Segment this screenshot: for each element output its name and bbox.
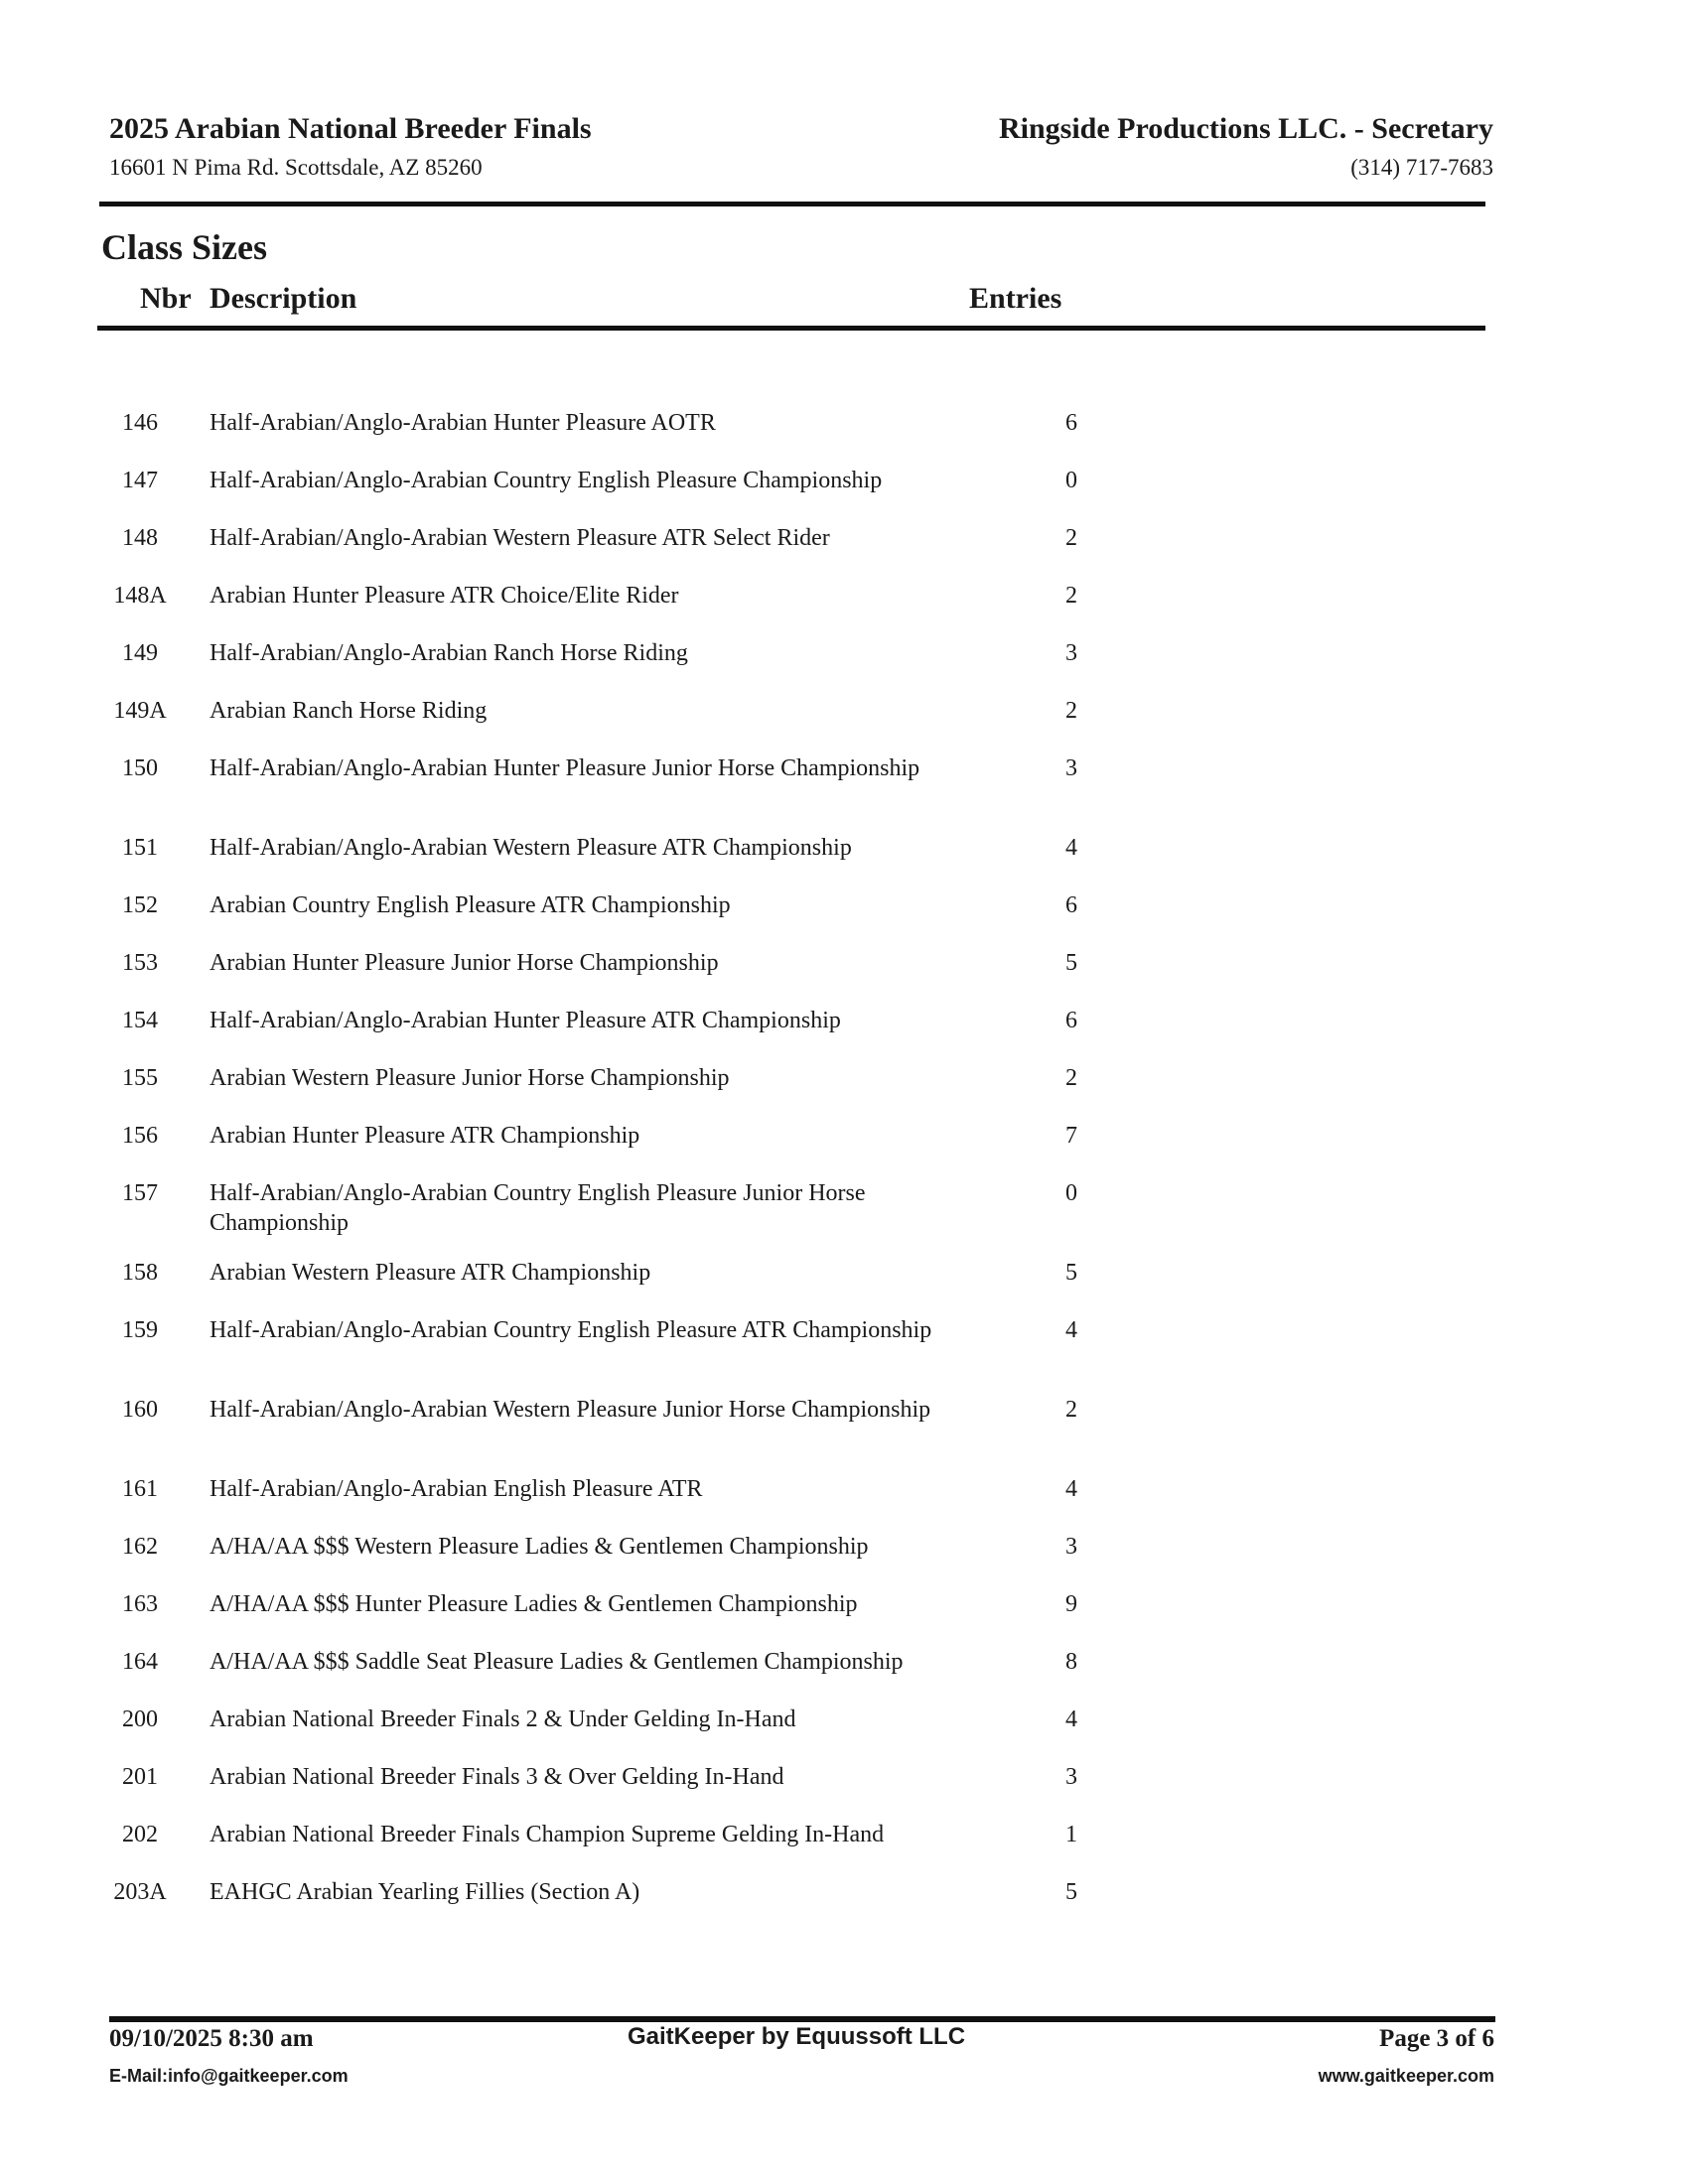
- class-number: 158: [122, 1260, 158, 1286]
- class-number: 151: [122, 835, 158, 861]
- class-entries: 6: [1065, 1008, 1077, 1033]
- class-entries: 5: [1065, 950, 1077, 976]
- class-description: Half-Arabian/Anglo-Arabian Hunter Pleasure AOTR: [210, 410, 716, 436]
- print-datetime: 09/10/2025 8:30 am: [109, 2025, 314, 2052]
- column-header-entries: Entries: [969, 282, 1062, 315]
- class-entries: 6: [1065, 410, 1077, 436]
- class-description: Arabian National Breeder Finals 2 & Under Gelding In-Hand: [210, 1706, 796, 1732]
- class-description: Half-Arabian/Anglo-Arabian Western Pleasure ATR Championship: [210, 835, 852, 861]
- class-number: 148: [122, 525, 158, 551]
- class-description: EAHGC Arabian Yearling Fillies (Section A): [210, 1879, 640, 1905]
- class-entries: 0: [1065, 1180, 1077, 1206]
- secretary-name: Ringside Productions LLC. - Secretary: [998, 112, 1493, 145]
- class-entries: 3: [1065, 755, 1077, 781]
- header-divider: [99, 202, 1485, 206]
- section-title: Class Sizes: [101, 227, 268, 267]
- class-description: Arabian Ranch Horse Riding: [210, 698, 488, 724]
- class-entries: 5: [1065, 1879, 1077, 1905]
- class-description: Arabian Western Pleasure Junior Horse Championship: [210, 1065, 730, 1091]
- class-entries: 2: [1065, 698, 1077, 724]
- class-entries: 2: [1065, 1065, 1077, 1091]
- class-entries: 1: [1065, 1822, 1077, 1847]
- class-description: Half-Arabian/Anglo-Arabian English Pleasure ATR: [210, 1476, 703, 1502]
- class-entries: 3: [1065, 1764, 1077, 1790]
- show-title: 2025 Arabian National Breeder Finals: [109, 112, 592, 145]
- class-number: 202: [122, 1822, 158, 1847]
- class-number: 154: [122, 1008, 158, 1033]
- class-number: 152: [122, 892, 158, 918]
- class-entries: 5: [1065, 1260, 1077, 1286]
- class-number: 149A: [113, 698, 167, 724]
- website-link: www.gaitkeeper.com: [1318, 2066, 1494, 2086]
- class-description: Half-Arabian/Anglo-Arabian Ranch Horse Riding: [210, 640, 688, 666]
- class-number: 155: [122, 1065, 158, 1091]
- class-number: 150: [122, 755, 158, 781]
- software-credit: GaitKeeper by Equussoft LLC: [628, 2023, 966, 2050]
- class-description: Arabian Hunter Pleasure ATR Choice/Elite Rider: [210, 583, 679, 609]
- class-number: 153: [122, 950, 158, 976]
- class-description: A/HA/AA $$$ Saddle Seat Pleasure Ladies & Gentlemen Championship: [210, 1649, 904, 1675]
- class-description: A/HA/AA $$$ Hunter Pleasure Ladies & Gentlemen Championship: [210, 1591, 858, 1617]
- class-description: Half-Arabian/Anglo-Arabian Hunter Pleasure Junior Horse Championship: [210, 755, 920, 781]
- class-number: 160: [122, 1397, 158, 1423]
- class-entries: 3: [1065, 1534, 1077, 1560]
- contact-email: E-Mail:info@gaitkeeper.com: [109, 2066, 349, 2086]
- column-header-description: Description: [210, 282, 357, 315]
- class-number: 156: [122, 1123, 158, 1149]
- class-entries: 2: [1065, 583, 1077, 609]
- page-number: Page 3 of 6: [1379, 2025, 1494, 2052]
- class-description: A/HA/AA $$$ Western Pleasure Ladies & Gentlemen Championship: [210, 1534, 869, 1560]
- class-entries: 4: [1065, 1317, 1077, 1343]
- class-description: Arabian Western Pleasure ATR Championship: [210, 1260, 651, 1286]
- class-entries: 9: [1065, 1591, 1077, 1617]
- class-description: Arabian National Breeder Finals 3 & Over Gelding In-Hand: [210, 1764, 784, 1790]
- class-description: Arabian Hunter Pleasure Junior Horse Championship: [210, 950, 719, 976]
- class-entries: 4: [1065, 1476, 1077, 1502]
- class-number: 164: [122, 1649, 158, 1675]
- class-description: Arabian Hunter Pleasure ATR Championship: [210, 1123, 640, 1149]
- class-number: 157: [122, 1180, 158, 1206]
- class-number: 146: [122, 410, 158, 436]
- class-entries: 6: [1065, 892, 1077, 918]
- class-description: Half-Arabian/Anglo-Arabian Country English Pleasure Junior Horse Championship: [210, 1180, 866, 1236]
- class-entries: 3: [1065, 640, 1077, 666]
- class-entries: 2: [1065, 525, 1077, 551]
- class-entries: 4: [1065, 835, 1077, 861]
- column-header-divider: [97, 326, 1485, 331]
- class-number: 148A: [113, 583, 167, 609]
- class-number: 147: [122, 468, 158, 493]
- class-description: Half-Arabian/Anglo-Arabian Western Pleasure Junior Horse Championship: [210, 1397, 931, 1423]
- column-header-nbr: Nbr: [140, 282, 192, 315]
- class-description: Half-Arabian/Anglo-Arabian Country English Pleasure Championship: [210, 468, 883, 493]
- class-entries: 0: [1065, 468, 1077, 493]
- class-entries: 2: [1065, 1397, 1077, 1423]
- class-number: 161: [122, 1476, 158, 1502]
- class-number: 201: [122, 1764, 158, 1790]
- secretary-phone: (314) 717-7683: [1350, 155, 1493, 180]
- footer-divider: [109, 2016, 1495, 2022]
- class-number: 203A: [113, 1879, 167, 1905]
- class-entries: 4: [1065, 1706, 1077, 1732]
- class-entries: 7: [1065, 1123, 1077, 1149]
- class-number: 162: [122, 1534, 158, 1560]
- class-description: Arabian National Breeder Finals Champion Supreme Gelding In-Hand: [210, 1822, 885, 1847]
- show-address: 16601 N Pima Rd. Scottsdale, AZ 85260: [109, 155, 483, 180]
- class-description: Arabian Country English Pleasure ATR Championship: [210, 892, 731, 918]
- class-number: 163: [122, 1591, 158, 1617]
- class-entries: 8: [1065, 1649, 1077, 1675]
- class-number: 159: [122, 1317, 158, 1343]
- class-number: 149: [122, 640, 158, 666]
- class-number: 200: [122, 1706, 158, 1732]
- class-description: Half-Arabian/Anglo-Arabian Country English Pleasure ATR Championship: [210, 1317, 932, 1343]
- class-description: Half-Arabian/Anglo-Arabian Western Pleasure ATR Select Rider: [210, 525, 830, 551]
- class-description: Half-Arabian/Anglo-Arabian Hunter Pleasure ATR Championship: [210, 1008, 841, 1033]
